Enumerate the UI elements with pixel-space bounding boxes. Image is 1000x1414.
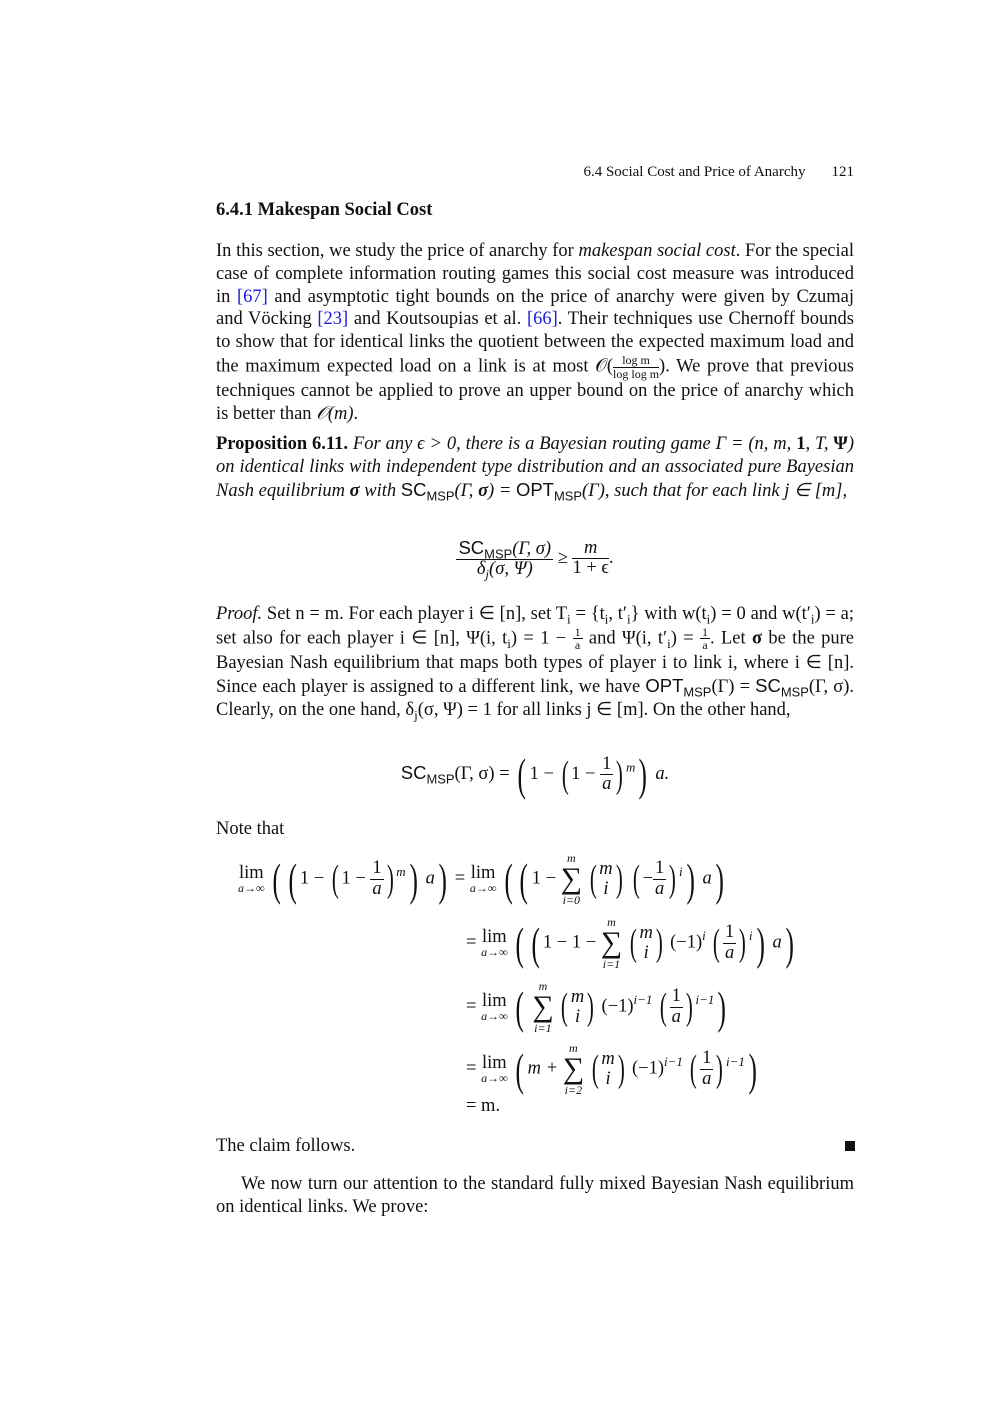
proof-equation: $SC_{MSP}(\Gamma$, σ) = ( 1 − ( 1 − $\frac{1}{a}$) $^m$) a. [400,749,670,800]
section-title: 6.4.1 Makespan Social Cost [216,200,433,220]
limit-row-3: = lim a→∞ ( m ∑ i=1 ( m i ) $(-1)^{i-1}$ ( $\frac{1}{a}$) $^{i-1}$) [466,979,727,1035]
citation-link[interactable]: [66] [526,309,558,330]
fraction: $\frac{\text{log m}}{\text{log log m}}$ [613,352,660,381]
proposition-label: Proposition 6.11. [216,434,349,454]
proof-label: Proof. [216,604,263,624]
fraction: $\frac{SC_{MSP}(\Gamma, \sigma)}{\delta_j(\sigma, \Psi)}$ [458,537,552,583]
note-that: Note that [216,819,285,839]
proposition: Proposition 6.11. For any ϵ > 0, there is a Bayesian routing game Γ = (n, m, 1, T, Ψ) on identical links with independent type distribution and an associated pure Bayesian Nash equilibrium σ with $SC_{MSP}(\Gamma$, $\sigma) = OPT_{MSP}(\Gamma)$, such that for each link j ∈ [m], [216,434,854,504]
qed-square [845,1141,855,1151]
running-title: 6.4 Social Cost and Price of Anarchy [583,164,806,180]
limit-row-4: = lim a→∞ ( m + m ∑ i=2 ( m i ) $(-1)^{i-1}$ ( $\frac{1}{a}$) $^{i-1}$) [466,1041,757,1097]
limit-row-1: lim a→∞ ( ( 1 − ( 1 − $\frac{1}{a}$) $^m$) a) = lim a→∞ ( ( 1 − m ∑ i=0 ( m i ) ( − $\frac{1}{a}$) $^i$) a) [238,851,724,907]
claim-follows: The claim follows. [216,1136,356,1156]
page-number: 121 [831,164,854,180]
running-head [216,164,854,181]
citation-link[interactable]: [67] [237,286,268,307]
limit-final: = m. [466,1096,501,1116]
proposition-equation: $\frac{SC_{MSP}(\Gamma, \sigma)}{\delta_j(\sigma, \Psi)}$ ≥ $\frac{m}{1 + \epsilon}$ . [458,537,614,583]
intro-paragraph: In this section, we study the price of anarchy for makespan social cost. For the special case of complete information routing games this social cost measure was introduced in [67] and asymptotic tight bounds on the price of anarchy were given by Czumaj and Vöcking [23] and Koutsoupias et al. [66]. Their techniques use Chernoff bounds to show that for identical links the quotient between the expected maximum load and the maximum expected load on a link is at most 𝒪( $\frac{\text{log m}}{\text{log log m}}$ ). We prove that previous techniques cannot be applied to prove an upper bound on the price of anarchy which is better than 𝒪(m). [216,241,855,424]
next-paragraph: We now turn our attention to the standard fully mixed Bayesian Nash equilibrium on identical links. We prove: [216,1174,854,1217]
proof-paragraph: Proof. Set n = m. For each player i ∈ [n], set $T_i = \{t_i$, $t'_i$} with $w(t_i) = 0$ and $w(t'_i) = a$; set also for each player i ∈ [n], Ψ(i, $t_i) = 1$ − $\frac{1}{a}$ and Ψ(i, $t'_i$) = $\frac{1}{a}$ . Let σ be the pure Bayesian Nash equilibrium that maps both types of player i to link i, where i ∈ [n]. Since each player is assigned to a different link, we have $OPT_{MSP}(\Gamma) = SC_{MSP}(\Gamma$, σ). Clearly, on the one hand, $\delta_j(\sigma$, Ψ) = 1 for all links j ∈ [m]. On the other hand, [216,604,855,723]
fraction: $\frac{m}{1 + \epsilon}$ [572,538,609,579]
citation-link[interactable]: [23] [317,309,349,330]
limit-row-2: = lim a→∞ ( ( 1 − 1 − m ∑ i=1 ( m i ) $(-1)^i$ ( $\frac{1}{a}$) $^i$) a) [466,915,794,971]
